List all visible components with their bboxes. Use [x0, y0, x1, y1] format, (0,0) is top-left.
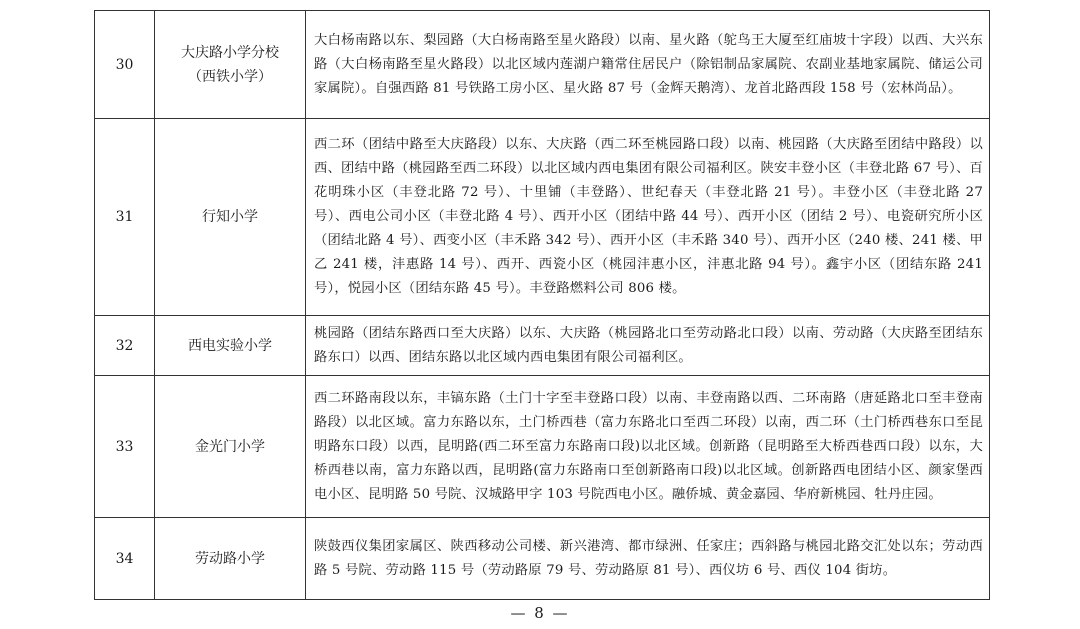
row-number: 32 [95, 316, 155, 376]
school-name: 劳动路小学 [195, 550, 265, 567]
district-range: 大白杨南路以东、梨园路（大白杨南路至星火路段）以南、星火路（鸵鸟王大厦至红庙坡十字段）以西、大兴东路（大白杨南路至星火路段）以北区域内莲湖户籍常住居民户（除铝制品家属院、农副业基地家属院、储运公司家属院）。自强西路 81 号铁路工房小区、星火路 87 号（金辉天鹅湾）、龙首北路西段 158 号（宏林尚品）。 [306, 11, 990, 119]
table-row [95, 518, 990, 600]
school-alias: （西铁小学） [188, 68, 272, 85]
school-district-table [94, 10, 990, 600]
school-name: 金光门小学 [195, 438, 265, 455]
table-row [95, 119, 990, 316]
row-number: 30 [95, 11, 155, 119]
district-range: 桃园路（团结东路西口至大庆路）以东、大庆路（桃园路北口至劳动路北口段）以南、劳动路（大庆路至团结东路东口）以西、团结东路以北区域内西电集团有限公司福利区。 [306, 316, 990, 376]
school-cell [155, 119, 306, 316]
table-row [95, 376, 990, 518]
district-range: 西二环（团结中路至大庆路段）以东、大庆路（西二环至桃园路口段）以南、桃园路（大庆路至团结中路段）以西、团结中路（桃园路至西二环段）以北区域内西电集团有限公司福利区。陕安丰登小区（丰登北路 67 号）、百花明珠小区（丰登北路 72 号）、十里铺（丰登路）、世纪春天（丰登北路 21 号）。丰登小区（丰登北路 27 号）、西电公司小区（丰登北路 4 号）、西开小区（团结中路 44 号）、西开小区（团结 2 号）、电瓷研究所小区（团结北路 4 号）、西变小区（丰禾路 342 号）、西开小区（丰禾路 340 号）、西开小区（240 楼、241 楼、甲乙 241 楼，沣惠路 14 号）、西开、西瓷小区（桃园沣惠小区，沣惠北路 94 号）。鑫宇小区（团结东路 241 号），悦园小区（团结东路 45 号）。丰登路燃料公司 806 楼。 [306, 119, 990, 316]
school-cell [155, 376, 306, 518]
table-row [95, 11, 990, 119]
district-range: 西二环路南段以东，丰镐东路（土门十字至丰登路口段）以南、丰登南路以西、二环南路（唐延路北口至丰登南路段）以北区域。富力东路以东，土门桥西巷（富力东路北口至西二环段）以南，西二环（土门桥西巷东口至昆明路东口段）以西，昆明路(西二环至富力东路南口段)以北区域。创新路（昆明路至大桥西巷西口段）以东，大桥西巷以南，富力东路以西，昆明路(富力东路南口至创新路南口段)以北区域。创新路西电团结小区、颜家堡西电小区、昆明路 50 号院、汉城路甲字 103 号院西电小区。融侨城、黄金嘉园、华府新桃园、牡丹庄园。 [306, 376, 990, 518]
school-name: 大庆路小学分校 [181, 44, 279, 61]
school-name: 西电实验小学 [188, 337, 272, 354]
school-name: 行知小学 [202, 209, 258, 225]
school-cell [155, 11, 306, 119]
page-number: — 8 — [510, 604, 570, 622]
school-cell [155, 316, 306, 376]
row-number: 34 [95, 518, 155, 600]
row-number: 33 [95, 376, 155, 518]
table-row [95, 316, 990, 376]
school-cell [155, 518, 306, 600]
row-number: 31 [95, 119, 155, 316]
district-range: 陕鼓西仪集团家属区、陕西移动公司楼、新兴港湾、都市绿洲、任家庄；西斜路与桃园北路交汇处以东；劳动西路 5 号院、劳动路 115 号（劳动路原 79 号、劳动路原 81 号）、西仪坊 6 号、西仪 104 街坊。 [306, 518, 990, 600]
